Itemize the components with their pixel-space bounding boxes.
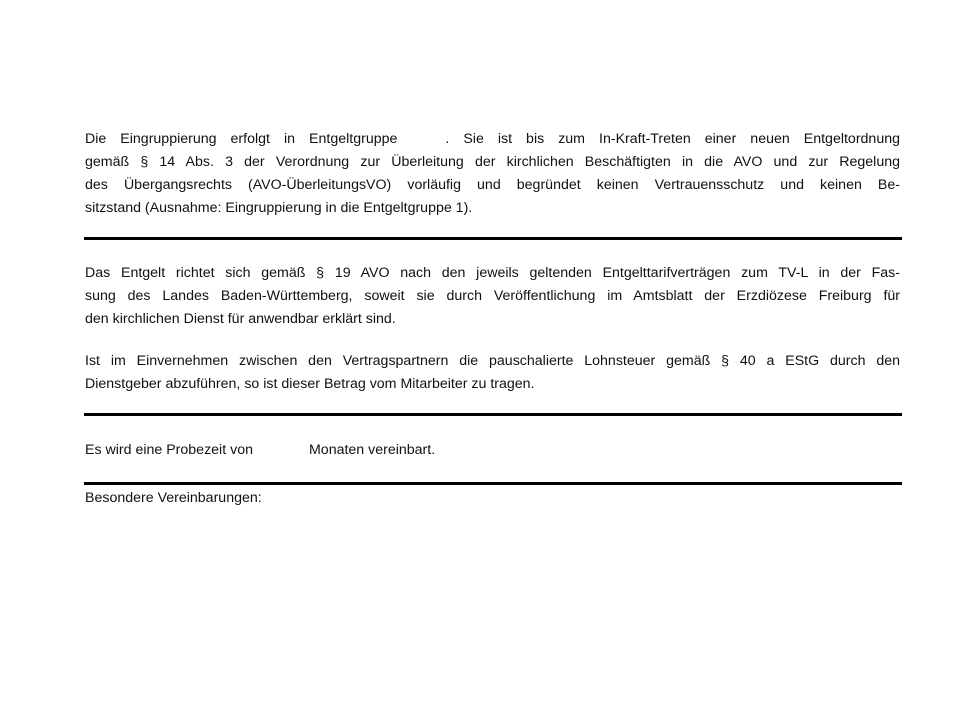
section-divider-2 xyxy=(84,413,902,416)
section-divider-1 xyxy=(84,237,902,240)
entgelt-line-1: Das Entgelt richtet sich gemäß § 19 AVO nach den jeweils geltenden Entgelttarifverträgen zum TV-L in der Fas- xyxy=(85,265,900,281)
eingruppierung-text-a: Die Eingruppierung erfolgt in Entgeltgruppe xyxy=(85,131,398,147)
lohnsteuer-line-1: Ist im Einvernehmen zwischen den Vertragspartnern die pauschalierte Lohnsteuer gemäß § 40 a EStG durch den xyxy=(85,353,900,369)
probezeit-text-b: Monaten vereinbart. xyxy=(308,442,436,458)
eingruppierung-text-b: . Sie ist bis zum In-Kraft-Treten einer neuen Entgeltordnung xyxy=(445,131,900,147)
section-divider-3 xyxy=(84,482,902,485)
probezeit-line xyxy=(85,439,435,462)
lohnsteuer-line-2: Dienstgeber abzuführen, so ist dieser Betrag vom Mitarbeiter zu tragen. xyxy=(85,376,535,392)
eingruppierung-line-4: sitzstand (Ausnahme: Eingruppierung in die Entgeltgruppe 1). xyxy=(85,200,473,216)
lohnsteuer-paragraph xyxy=(85,350,900,396)
eingruppierung-line-1 xyxy=(85,128,900,151)
entgelt-line-3: den kirchlichen Dienst für anwendbar erklärt sind. xyxy=(85,311,396,327)
entgelt-paragraph xyxy=(85,262,900,331)
eingruppierung-line-2: gemäß § 14 Abs. 3 der Verordnung zur Überleitung der kirchlichen Beschäftigten in die AVO und zur Regelung xyxy=(85,154,900,170)
eingruppierung-paragraph xyxy=(85,128,900,220)
probezeit-text-a: Es wird eine Probezeit von xyxy=(85,442,253,458)
entgelt-line-2: sung des Landes Baden-Württemberg, soweit sie durch Veröffentlichung im Amtsblatt der Erzdiözese Freiburg für xyxy=(85,288,900,304)
eingruppierung-line-3: des Übergangsrechts (AVO-ÜberleitungsVO) vorläufig und begründet keinen Vertrauensschutz und keinen Be- xyxy=(85,177,900,193)
besondere-vereinbarungen-label: Besondere Vereinbarungen: xyxy=(85,490,262,506)
